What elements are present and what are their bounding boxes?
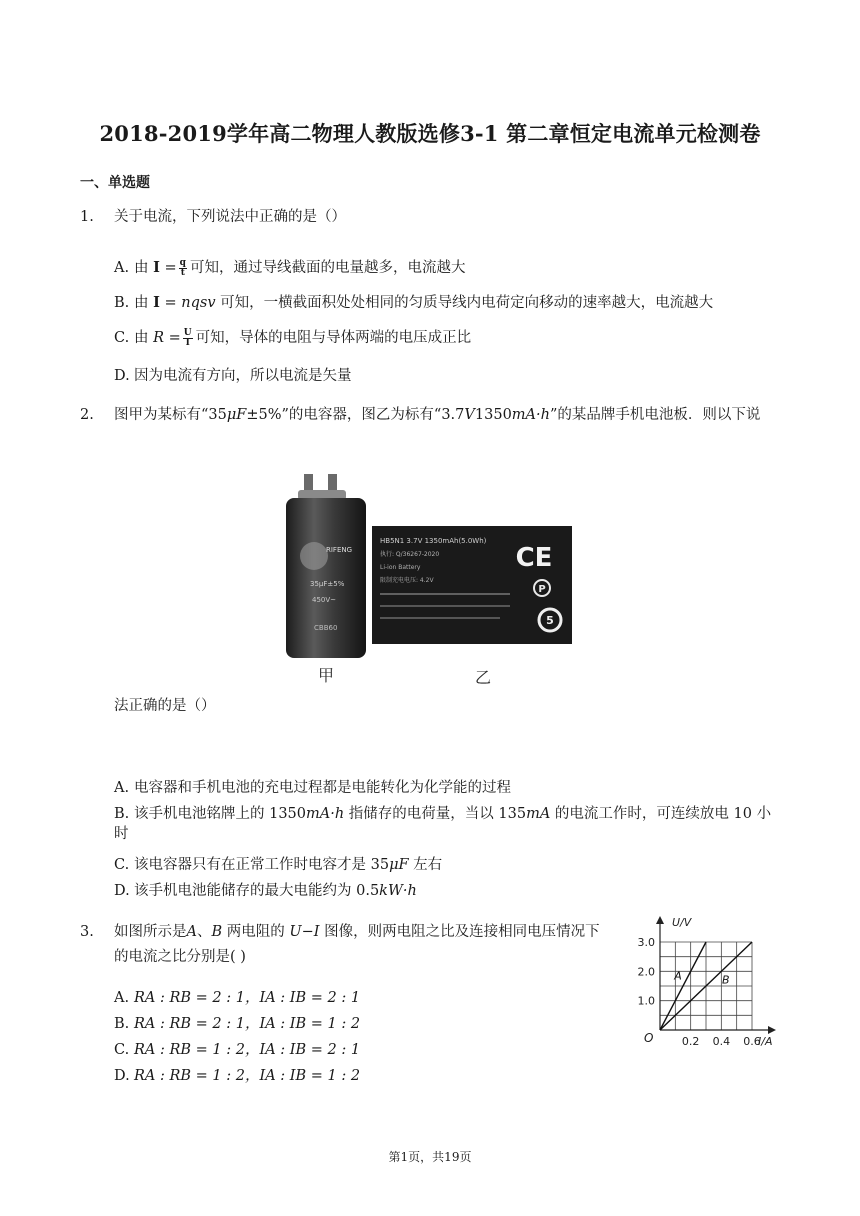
- unit: μF: [226, 407, 247, 423]
- eco-5-label: 5: [546, 614, 554, 627]
- stem-text: 图甲为某标有“35: [114, 407, 227, 423]
- unit: mA·h: [306, 806, 345, 822]
- math-symbol: =: [164, 260, 177, 276]
- math-expression: nqsv: [181, 295, 216, 311]
- origin-label: O: [644, 1031, 654, 1045]
- fraction: [179, 259, 187, 278]
- math-expression: U−I: [289, 924, 320, 940]
- option-text: 的电流工作时，可连续放电 10 小时: [114, 806, 772, 842]
- option-text: 由: [134, 330, 149, 346]
- option-text: 电容器和手机电池的充电过程都是电能转化为化学能的过程: [134, 780, 511, 796]
- figure-label-yi: 乙: [474, 668, 492, 687]
- option-b[interactable]: [114, 804, 776, 844]
- option-b[interactable]: [114, 293, 784, 313]
- option-text: 可知，通过导线截面的电量越多，电流越大: [189, 260, 466, 276]
- x-tick-label: 0.4: [712, 1035, 731, 1048]
- x-tick-label: 0.2: [681, 1035, 700, 1048]
- question-number: 2.: [80, 407, 94, 423]
- option-a[interactable]: [114, 258, 784, 278]
- question-stem: [114, 922, 600, 942]
- option-d[interactable]: [114, 881, 784, 901]
- option-expression: RA : RB = 1 : 2，IA : IB = 2 : 1: [134, 1042, 361, 1058]
- math-symbol: R: [153, 330, 165, 346]
- option-label: C.: [114, 330, 130, 346]
- option-label: B.: [114, 1016, 130, 1032]
- option-expression: RA : RB = 1 : 2，IA : IB = 1 : 2: [134, 1068, 361, 1084]
- option-label: B.: [114, 806, 130, 822]
- capacitor-body: [286, 498, 366, 658]
- math-symbol: A: [186, 924, 197, 940]
- option-c[interactable]: [114, 855, 784, 875]
- stem-text: 两电阻的: [222, 924, 290, 940]
- y-axis-label: U/V: [672, 916, 692, 929]
- capacitor-logo: [300, 542, 328, 570]
- option-label: D.: [114, 883, 130, 899]
- option-expression: RA : RB = 2 : 1，IA : IB = 1 : 2: [134, 1016, 361, 1032]
- option-text: 可知，一横截面积处处相同的匀质导线内电荷定向移动的速率越大，电流越大: [220, 295, 714, 311]
- y-tick-label: 2.0: [637, 965, 655, 979]
- option-text: 该电容器只有在正常工作时电容才是 35: [134, 857, 390, 873]
- stem-text: 图像，则两电阻之比及连接相同电压情况下: [319, 924, 600, 940]
- stem-text: 、: [196, 924, 212, 940]
- option-label: C.: [114, 1042, 130, 1058]
- y-tick-label: 1.0: [637, 994, 655, 1008]
- math-symbol: B: [211, 924, 223, 940]
- question-stem: [114, 405, 794, 425]
- capacitor-brand: RIFENG: [326, 546, 353, 554]
- option-text: 指储存的电荷量，当以 135: [344, 806, 527, 822]
- option-label: D.: [114, 368, 130, 384]
- option-text: 该手机电池铭牌上的 1350: [134, 806, 307, 822]
- unit: V: [464, 407, 475, 423]
- math-symbol: I: [153, 294, 160, 311]
- option-text: 可知，导体的电阻与导体两端的电压成正比: [195, 330, 472, 346]
- x-axis-label: I/A: [758, 1035, 773, 1048]
- option-label: D.: [114, 1068, 130, 1084]
- fraction-numerator: U: [183, 327, 192, 338]
- unit: μF: [389, 857, 409, 873]
- question-stem: 关于电流，下列说法中正确的是（）: [114, 209, 346, 225]
- battery-label: 执行: Q/36267-2020: [380, 551, 440, 558]
- ce-mark-icon: CE: [515, 543, 553, 573]
- y-tick-label: 3.0: [637, 936, 655, 949]
- option-a[interactable]: [114, 778, 784, 798]
- math-symbol: =: [164, 295, 177, 311]
- capacitor-battery-figure: [280, 470, 580, 695]
- x-axis-arrow-icon: [768, 1026, 776, 1034]
- question-stem-continued: 法正确的是（）: [114, 698, 216, 714]
- recycle-p-label: P: [538, 584, 546, 595]
- math-symbol: =: [168, 330, 181, 346]
- question-number: 1.: [80, 209, 94, 225]
- battery-label: HB5N1 3.7V 1350mAh(5.0Wh): [380, 537, 487, 545]
- option-d[interactable]: [114, 1066, 784, 1086]
- stem-text: 如图所示是: [114, 924, 187, 940]
- option-d[interactable]: [114, 366, 784, 386]
- question-stem-continued: 的电流之比分别是( ): [114, 949, 246, 965]
- section-heading: 一、单选题: [80, 175, 150, 191]
- capacitor-spec: 35μF±5%: [310, 580, 345, 588]
- fraction-denominator: I: [185, 337, 190, 348]
- y-axis-arrow-icon: [656, 916, 664, 924]
- fraction-numerator: q: [179, 257, 186, 268]
- stem-text: ±5%”的电容器，图乙为标有“3.7: [246, 407, 465, 423]
- option-label: A.: [114, 780, 130, 796]
- option-c[interactable]: [114, 328, 784, 348]
- page-title: 2018-2019学年高二物理人教版选修3-1 第二章恒定电流单元检测卷: [99, 121, 761, 146]
- option-expression: RA : RB = 2 : 1，IA : IB = 2 : 1: [134, 990, 361, 1006]
- option-label: B.: [114, 295, 130, 311]
- option-text: 因为电流有方向，所以电流是矢量: [134, 368, 352, 384]
- unit: mA·h: [511, 407, 550, 423]
- option-text: 左右: [408, 857, 443, 873]
- series-label-b: B: [722, 973, 730, 987]
- battery-label: 限制充电电压: 4.2V: [380, 577, 434, 584]
- math-symbol: I: [153, 259, 160, 276]
- series-label-a: A: [674, 969, 682, 983]
- stem-text: 1350: [474, 407, 512, 423]
- option-label: C.: [114, 857, 130, 873]
- option-text: 由: [134, 295, 149, 311]
- question-number: 3.: [80, 924, 94, 940]
- option-text: 由: [134, 260, 149, 276]
- unit: kW·h: [379, 883, 417, 899]
- option-text: 该手机电池能储存的最大电能约为 0.5: [134, 883, 380, 899]
- capacitor-spec: CBB60: [314, 624, 338, 632]
- stem-text: ”的某品牌手机电池板．则以下说: [549, 407, 761, 423]
- fraction-denominator: t: [180, 267, 185, 278]
- option-label: A.: [114, 990, 130, 1006]
- x-tick-label: 0.6: [743, 1035, 761, 1048]
- capacitor-spec: 450V~: [312, 596, 337, 604]
- page-footer: 第1页，共19页: [388, 1150, 472, 1164]
- battery-label: Li-ion Battery: [380, 564, 421, 571]
- u-i-graph: [628, 912, 788, 1052]
- fraction: [183, 329, 193, 348]
- option-label: A.: [114, 260, 130, 276]
- figure-label-jia: 甲: [317, 666, 335, 685]
- unit: mA: [526, 806, 551, 822]
